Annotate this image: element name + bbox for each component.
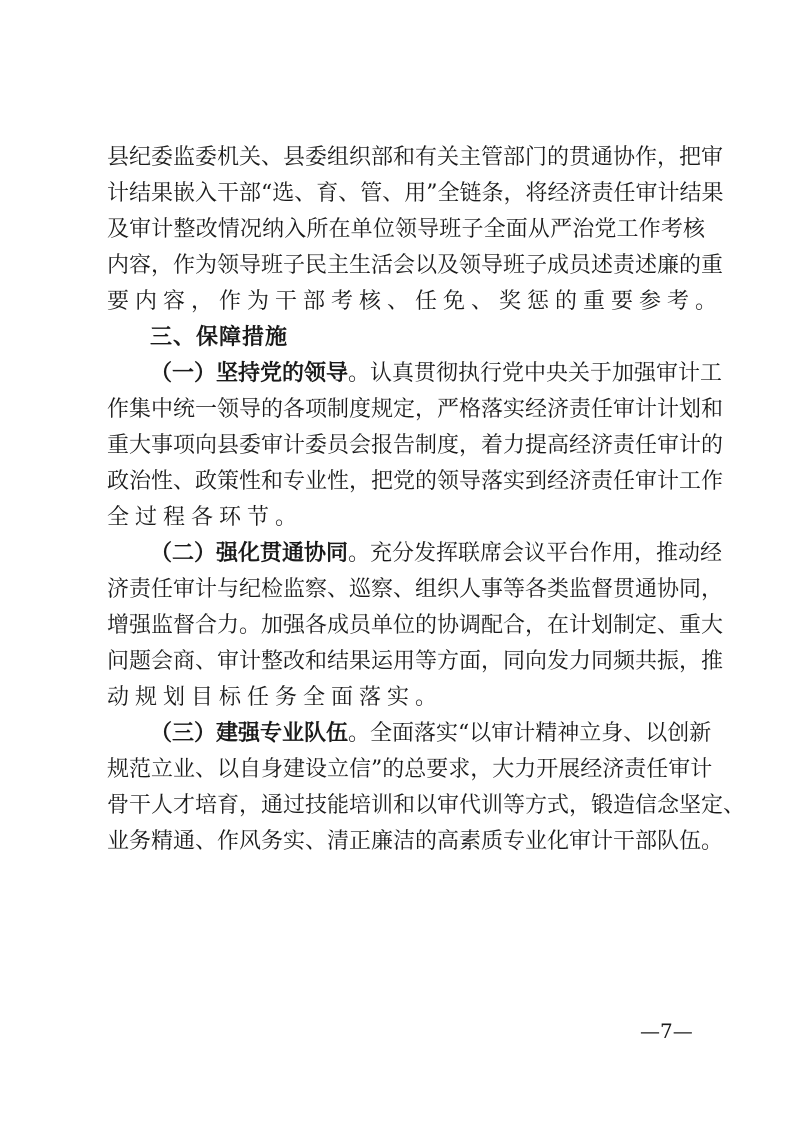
text-line: 内容，作为领导班子民主生活会以及领导班子成员述责述廉的重 — [107, 253, 724, 278]
text-line: 作集中统一领导的各项制度规定，严格落实经济责任审计计划和 — [107, 397, 724, 422]
text-line: 县纪委监委机关、县委组织部和有关主管部门的贯通协作，把审 — [107, 145, 724, 170]
subsection-first-line — [150, 359, 723, 389]
text-line: 问题会商、审计整改和结果运用等方面，同向发力同频共振，推 — [107, 649, 724, 674]
text-line: 全过程各环节。 — [107, 505, 304, 530]
text-line: 及审计整改情况纳入所在单位领导班子全面从严治党工作考核 — [107, 217, 705, 242]
text-line: 动规划目标任务全面落实。 — [107, 685, 444, 710]
page-number: —7— — [640, 1019, 693, 1043]
text-line: 计结果嵌入干部“选、育、管、用”全链条，将经济责任审计结果 — [107, 181, 724, 206]
text-span: 。认真贯彻执行党中央关于加强审计工 — [348, 361, 723, 386]
text-line: 重大事项向县委审计委员会报告制度，着力提高经济责任审计的 — [107, 433, 724, 458]
text-line: 要内容，作为干部考核、任免、奖惩的重要参考。 — [107, 289, 724, 314]
text-line: 规范立业、以自身建设立信”的总要求，大力开展经济责任审计 — [107, 757, 713, 782]
text-line: 增强监督合力。加强各成员单位的协调配合，在计划制定、重大 — [107, 613, 724, 638]
text-line: 济责任审计与纪检监察、巡察、组织人事等各类监督贯通协同， — [107, 577, 724, 602]
text-line: 骨干人才培育，通过技能培训和以审代训等方式，锻造信念坚定、 — [107, 793, 746, 818]
section-heading: 三、保障措施 — [150, 325, 289, 350]
subsection-title: （三）建强专业队伍 — [150, 721, 349, 746]
subsection-first-line — [150, 539, 723, 569]
subsection-first-line — [150, 719, 712, 749]
text-span: 。全面落实“以审计精神立身、以创新 — [348, 721, 712, 746]
text-span: 。充分发挥联席会议平台作用，推动经 — [348, 541, 723, 566]
subsection-title: （一）坚持党的领导 — [150, 361, 349, 386]
text-line: 业务精通、作风务实、清正廉洁的高素质专业化审计干部队伍。 — [107, 829, 724, 854]
subsection-title: （二）强化贯通协同 — [150, 541, 349, 566]
text-line: 政治性、政策性和专业性，把党的领导落实到经济责任审计工作 — [107, 469, 724, 494]
